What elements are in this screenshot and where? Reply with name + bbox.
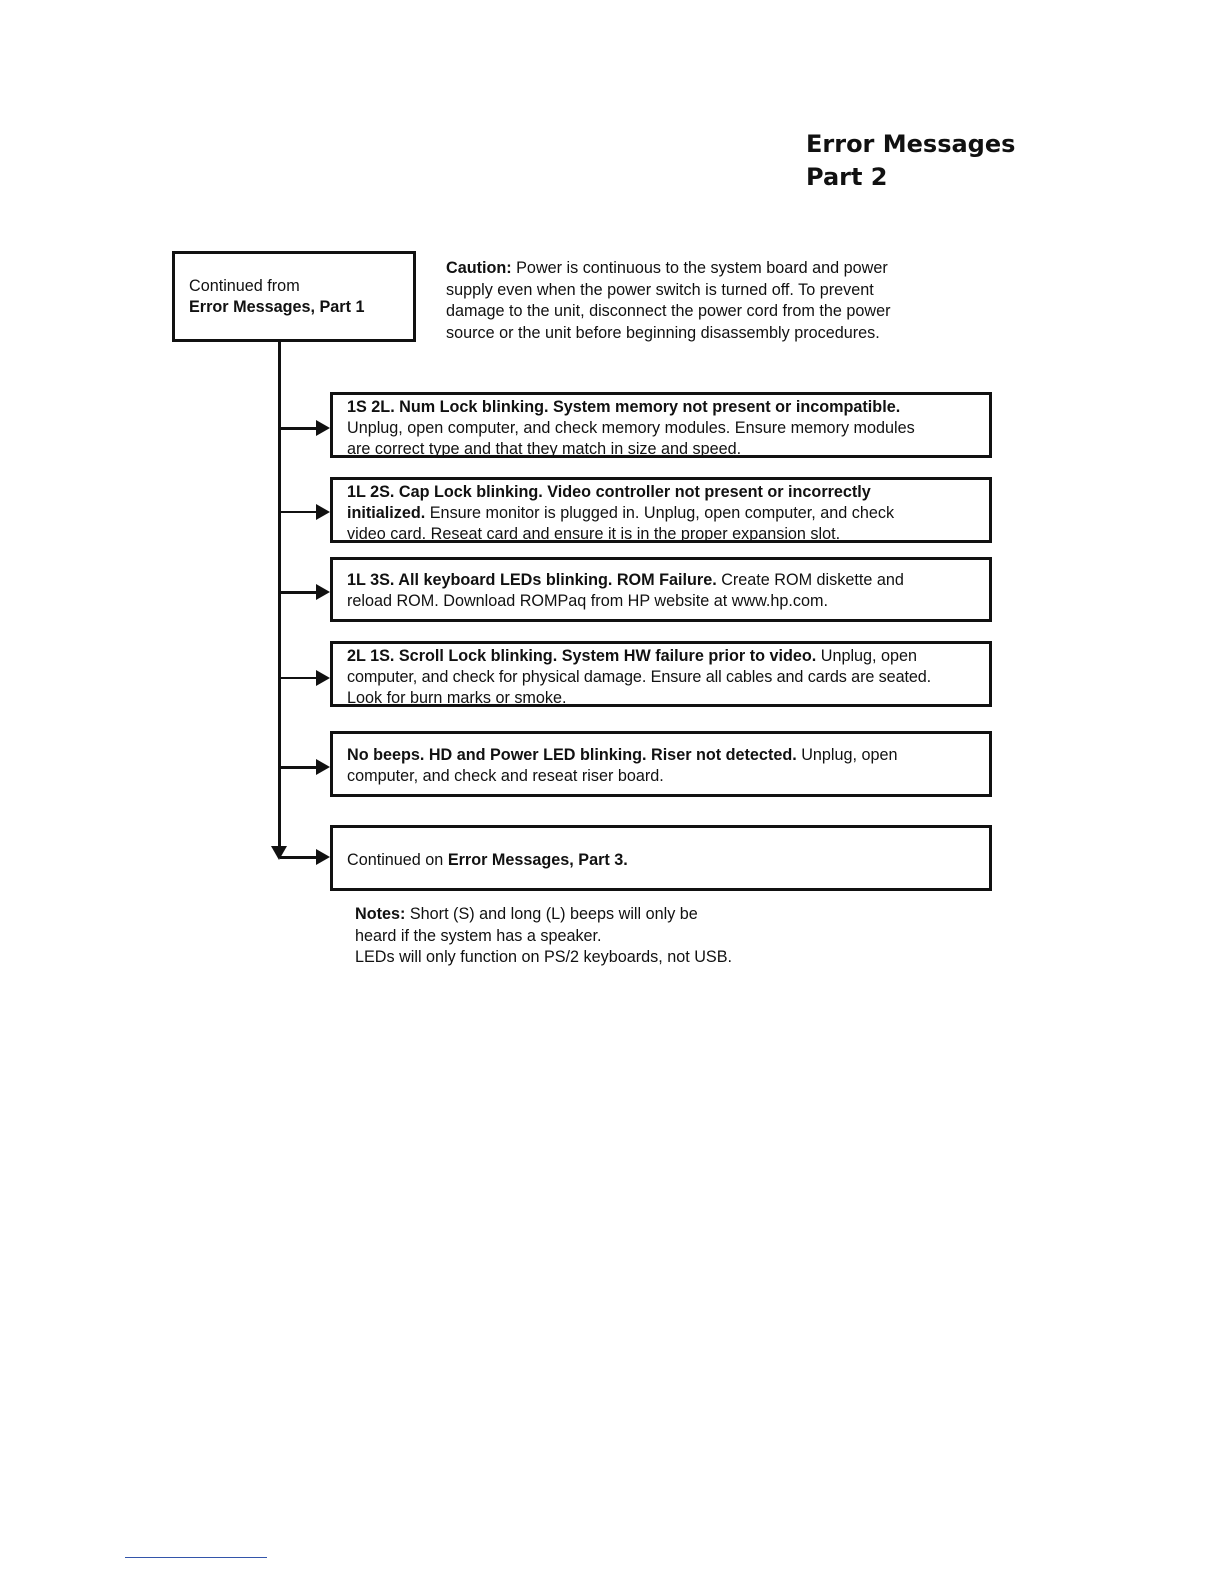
branch-arrowhead-3 [316, 584, 330, 600]
start-box-line2: Error Messages, Part 1 [189, 298, 365, 316]
branch-arrowhead-1 [316, 420, 330, 436]
notes-label: Notes: [355, 905, 406, 923]
caution-text [446, 258, 946, 344]
end-box [330, 825, 992, 891]
step3-line1: Create ROM diskette and [716, 571, 904, 589]
page-title-line1: Error Messages [806, 130, 1016, 158]
step2-line1: 1L 2S. Cap Lock blinking. Video controller not present or incorrectly [347, 483, 871, 501]
notes-line1: Short (S) and long (L) beeps will only be [405, 905, 698, 923]
step3-line2: reload ROM. Download ROMPaq from HP website at www.hp.com. [347, 592, 829, 610]
caution-line4: source or the unit before beginning disassembly procedures. [446, 323, 880, 342]
step1-line1: 1S 2L. Num Lock blinking. System memory not present or incompatible. [347, 398, 901, 416]
step-box-riser [330, 731, 992, 797]
end-box-bold: Error Messages, Part 3. [447, 851, 628, 869]
page-title-line2: Part 2 [806, 163, 888, 191]
step5-line1-bold: No beeps. HD and Power LED blinking. Riser not detected. [347, 746, 797, 764]
start-box [172, 251, 416, 342]
branch-line-5 [280, 766, 318, 769]
branch-line-4 [280, 677, 318, 679]
footer-rule [125, 1557, 267, 1558]
step3-line1-bold: 1L 3S. All keyboard LEDs blinking. ROM Failure. [347, 571, 717, 589]
step-box-cap-lock [330, 477, 992, 543]
caution-line3: damage to the unit, disconnect the power cord from the power [446, 302, 891, 320]
notes-text [355, 904, 875, 969]
start-box-line1: Continued from [189, 277, 300, 295]
branch-arrowhead-5 [316, 759, 330, 775]
end-box-prefix: Continued on [347, 851, 448, 869]
caution-line1: Power is continuous to the system board and power [511, 259, 888, 277]
step5-line2: computer, and check and reseat riser board. [347, 767, 664, 785]
step1-line2: Unplug, open computer, and check memory modules. Ensure memory modules [347, 419, 915, 437]
step4-line3: Look for burn marks or smoke. [347, 689, 567, 707]
step5-line1: Unplug, open [796, 746, 898, 764]
caution-label: Caution: [446, 259, 512, 277]
branch-line-2 [280, 511, 318, 513]
step2-line2-bold: initialized. [347, 504, 426, 522]
step-box-rom-failure [330, 557, 992, 622]
notes-line2: heard if the system has a speaker. [355, 926, 602, 945]
branch-line-3 [280, 591, 318, 594]
caution-line2: supply even when the power switch is turned off. To prevent [446, 280, 874, 299]
branch-line-1 [280, 427, 318, 430]
step2-line2: Ensure monitor is plugged in. Unplug, open computer, and check [425, 504, 895, 522]
branch-arrowhead-6 [316, 849, 330, 865]
branch-arrowhead-4 [316, 670, 330, 686]
step1-line3: are correct type and that they match in size and speed. [347, 440, 742, 458]
notes-line3: LEDs will only function on PS/2 keyboards, not USB. [355, 948, 732, 966]
page-title [806, 128, 1015, 194]
step-box-num-lock [330, 392, 992, 458]
branch-line-6 [280, 856, 318, 859]
vertical-connector-line [278, 341, 281, 849]
step2-line3: video card. Reseat card and ensure it is in the proper expansion slot. [347, 525, 841, 543]
step-box-scroll-lock [330, 641, 992, 707]
branch-arrowhead-2 [316, 504, 330, 520]
step4-line1-bold: 2L 1S. Scroll Lock blinking. System HW failure prior to video. [347, 647, 817, 665]
step4-line1: Unplug, open [816, 647, 918, 665]
step4-line2: computer, and check for physical damage. Ensure all cables and cards are seated. [347, 668, 932, 686]
